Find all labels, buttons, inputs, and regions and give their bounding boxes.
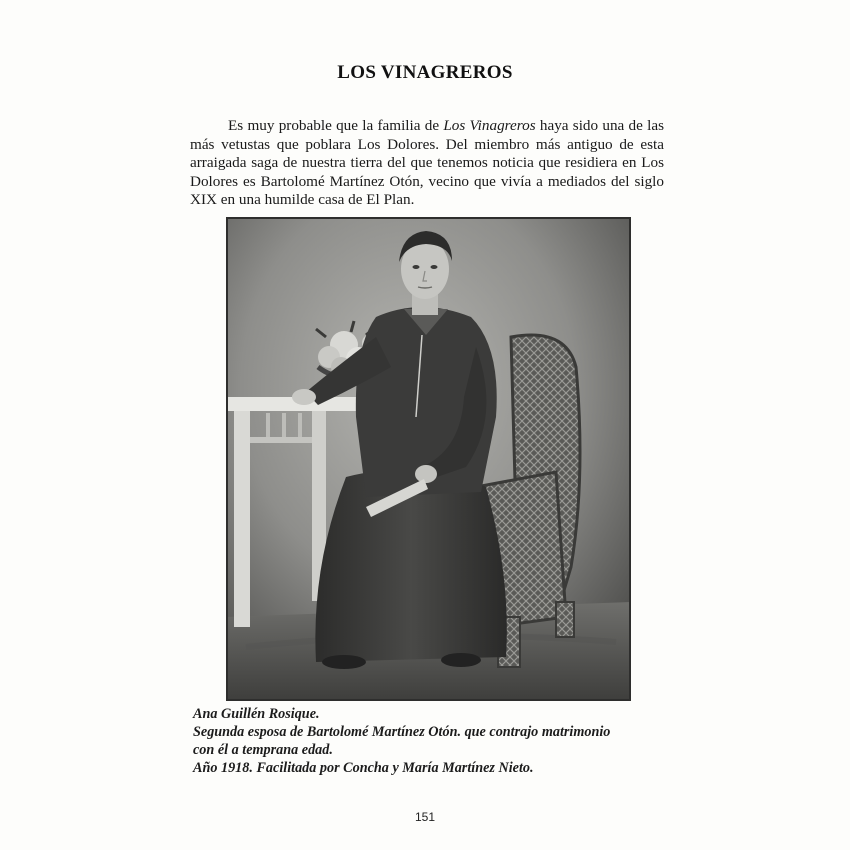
page-number: 151 bbox=[414, 810, 436, 824]
caption-line-name: Ana Guillén Rosique. bbox=[193, 706, 320, 722]
caption-line-description-cont: con él a temprana edad. bbox=[193, 742, 333, 758]
paragraph-text-start: Es muy probable que la familia de bbox=[228, 117, 444, 134]
body-paragraph bbox=[190, 117, 664, 210]
caption-line-description: Segunda esposa de Bartolomé Martínez Otón. que contrajo matrimonio bbox=[193, 724, 611, 740]
portrait-photo-illustration bbox=[226, 217, 631, 701]
paragraph-italic-family-name: Los Vinagreros bbox=[443, 117, 536, 134]
photo-caption bbox=[193, 705, 673, 777]
paragraph-text-end: haya sido una de las más vetustas que poblara Los Dolores. Del miembro más antiguo de esta arraigada saga de nuestra tierra del que tenemos noticia que residiera en Los Dolores es Bartolomé Martínez Otón, vecino que vivía a mediados del siglo XIX en una humilde casa de El Plan. bbox=[190, 117, 665, 208]
historical-portrait-photo bbox=[226, 217, 631, 701]
caption-line-credit: Año 1918. Facilitada por Concha y María Martínez Nieto. bbox=[193, 760, 534, 776]
chapter-title: LOS VINAGREROS bbox=[337, 62, 513, 83]
